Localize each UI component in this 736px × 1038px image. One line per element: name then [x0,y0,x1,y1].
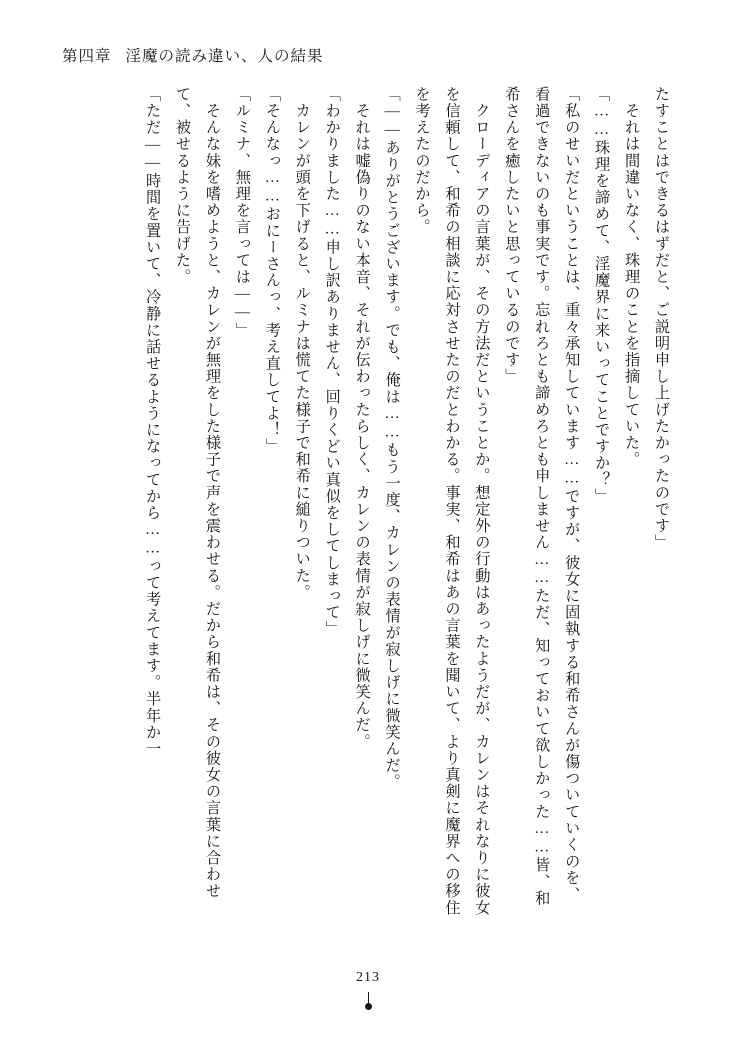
paragraph: 「そんなっ……おにーさんっ、考え直してよ！」 [263,86,281,455]
paragraph: カレンが頭を下げると、ルミナは慌てた様子で和希に縋りついた。 [293,86,311,601]
paragraph: 「ルミナ、無理を言っては——」 [233,86,251,339]
chapter-title: 淫魔の読み違い、人の結果 [125,48,324,65]
paragraph: それは間違いなく、珠理のことを指摘していた。 [623,86,641,468]
paragraph: 「ただ——時間を置いて、冷静に話せるようになってから……って考えてます。半年か一 [144,86,162,758]
printer-mark-icon [365,1003,372,1010]
paragraph: 「——ありがとうございます。でも、俺は……もう一度、カレンの表情が寂しげに微笑んだ。 [383,86,401,791]
paragraph: 「わかりました……申し訳ありません、回りくどい真似をしてしまって」 [323,86,341,638]
vertical-body-text [56,86,676,916]
paragraph: そんな妹を嗜めようと、カレンが無理をした様子で声を震わせる。だから和希は、その彼女の言葉に合わせて、被せるように告げた。 [174,86,221,900]
paragraph: 「……珠理を諦めて、淫魔界に来いってことですか？」 [593,86,611,505]
paragraph: それは嘘偽りのない本音、それが伝わったらしく、カレンの表情が寂しげに微笑んだ。 [353,86,371,750]
chapter-running-head [62,44,324,66]
chapter-number: 第四章 [62,48,112,65]
page-number: 213 [356,970,380,985]
paragraph: 「私のせいだということは、重々承知しています……ですが、彼女に固執する和希さんが傷ついていくのを、看過できないのも事実です。忘れろとも諦めろとも申しません……ただ、知っておいて欲しかった……皆、和希さんを癒したいと思っているのです」 [503,86,581,907]
paragraph: クローディアの言葉が、その方法だということか。想定外の行動はあったようだが、カレンはそれなりに彼女を信頼して、和希の相談に応対させたのだとわかる。事実、和希はあの言葉を聞いて、より真剣に魔界への移住を考えたのだから。 [413,86,491,916]
paragraph: たすことはできるはずだと、ご説明申し上げたかったのです」 [653,86,670,551]
